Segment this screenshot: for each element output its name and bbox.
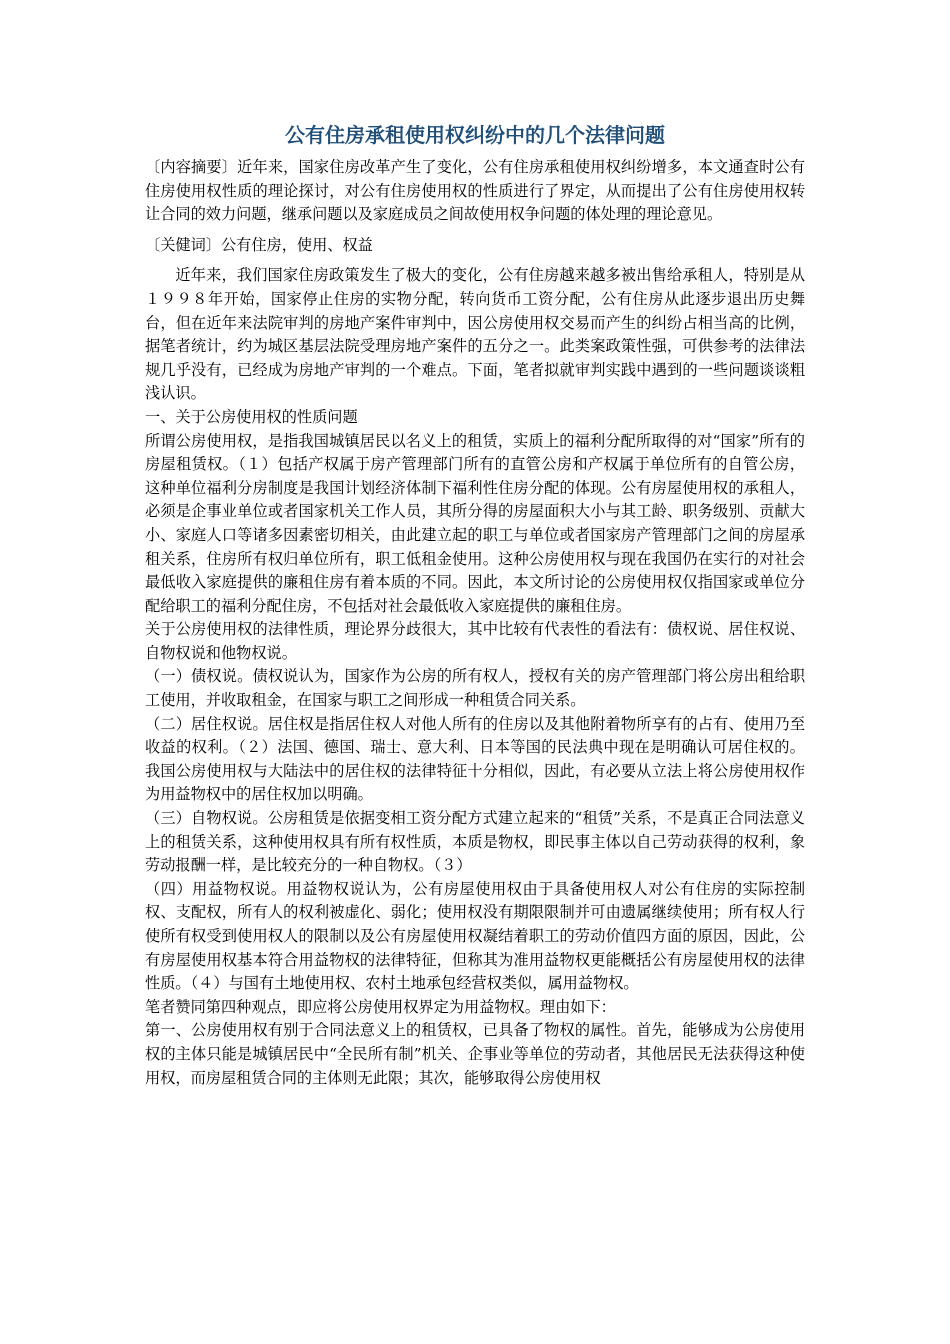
body-paragraph: 所谓公房使用权，是指我国城镇居民以名义上的租赁，实质上的福利分配所取得的对“国家”所有的房屋租赁权。（１）包括产权属于房产管理部门所有的直管公房和产权属于单位所有的自管公房，这种单位福利分房制度是我国计划经济体制下福利性住房分配的体现。公有房屋使用权的承租人，必须是企事业单位或者国家机关工作人员，其所分得的房屋面积大小与其工龄、职务级别、贡献大小、家庭人口等诸多因素密切相关，由此建立起的职工与单位或者国家房产管理部门之间的房屋承租关系，住房所有权归单位所有，职工低租金使用。这种公房使用权与现在我国仍在实行的对社会最低收入家庭提供的廉租住房有着本质的不同。因此，本文所讨论的公房使用权仅指国家或单位分配给职工的福利分配住房，不包括对社会最低收入家庭提供的廉租住房。 (145, 431, 805, 615)
section-heading: 一、关于公房使用权的性质问题 (145, 407, 358, 426)
abstract-paragraph: 〔内容摘要〕近年来，国家住房改革产生了变化，公有住房承租使用权纠纷增多，本文通查时公有住房使用权性质的理论探讨，对公有住房使用权的性质进行了界定，从而提出了公有住房使用权转让合同的效力问题，继承问题以及家庭成员之间故使用权争问题的体处理的理论意见。 (145, 158, 805, 224)
body-paragraph: 关于公房使用权的法律性质，理论界分歧很大，其中比较有代表性的看法有：债权说、居住权说、自物权说和他物权说。 (145, 620, 805, 662)
intro-paragraph: 近年来，我们国家住房政策发生了极大的变化，公有住房越来越多被出售给承租人，特别是从１９９８年开始，国家停止住房的实物分配，转向货币工资分配，公有住房从此逐步退出历史舞台，但在近年来法院审判的房地产案件审判中，因公房使用权交易而产生的纠纷占相当高的比例，据笔者统计，约为城区基层法院受理房地产案件的五分之一。此类案政策性强，可供参考的法律法规几乎没有，已经成为房地产审判的一个难点。下面，笔者拟就审判实践中遇到的一些问题谈谈粗浅认识。 (145, 266, 805, 403)
keywords-paragraph: 〔关健词〕公有住房，使用、权益 (145, 235, 373, 254)
body-paragraph: 第一、公房使用权有别于合同法意义上的租赁权，已具备了物权的属性。首先，能够成为公房使用权的主体只能是城镇居民中“全民所有制”机关、企事业等单位的劳动者，其他居民无法获得这种使用权，而房屋租赁合同的主体则无此限；其次，能够取得公房使用权 (145, 1021, 805, 1087)
body-paragraph: 笔者赞同第四种观点，即应将公房使用权界定为用益物权。理由如下： (145, 997, 616, 1016)
body-paragraph: （二）居住权说。居住权是指居住权人对他人所有的住房以及其他附着物所享有的占有、使用乃至收益的权利。（２）法国、德国、瑞士、意大利、日本等国的民法典中现在是明确认可居住权的。我国公房使用权与大陆法中的居住权的法律特征十分相似，因此，有必要从立法上将公房使用权作为用益物权中的居住权加以明确。 (145, 714, 805, 804)
body-paragraph: （四）用益物权说。用益物权说认为，公有房屋使用权由于具备使用权人对公有住房的实际控制权、支配权，所有人的权利被虚化、弱化；使用权没有期限限制并可由遗属继续使用；所有权人行使所有权受到使用权人的限制以及公有房屋使用权凝结着职工的劳动价值四方面的原因，因此，公有房屋使用权基本符合用益物权的法律特征，但称其为准用益物权更能概括公有房屋使用权的法律性质。（４）与国有土地使用权、农村土地承包经营权类似，属用益物权。 (145, 879, 805, 993)
body-paragraph: （三）自物权说。公房租赁是依据变相工资分配方式建立起来的“租赁”关系，不是真正合同法意义上的租赁关系，这种使用权具有所有权性质，本质是物权，即民事主体以自己劳动获得的权利，象劳动报酬一样，是比较充分的一种自物权。（３） (145, 809, 805, 875)
document-title: 公有住房承租使用权纠纷中的几个法律问题 (285, 123, 665, 147)
document-page (145, 118, 805, 1090)
body-paragraph: （一）债权说。债权说认为，国家作为公房的所有权人，授权有关的房产管理部门将公房出租给职工使用，并收取租金，在国家与职工之间形成一种租赁合同关系。 (145, 667, 805, 710)
